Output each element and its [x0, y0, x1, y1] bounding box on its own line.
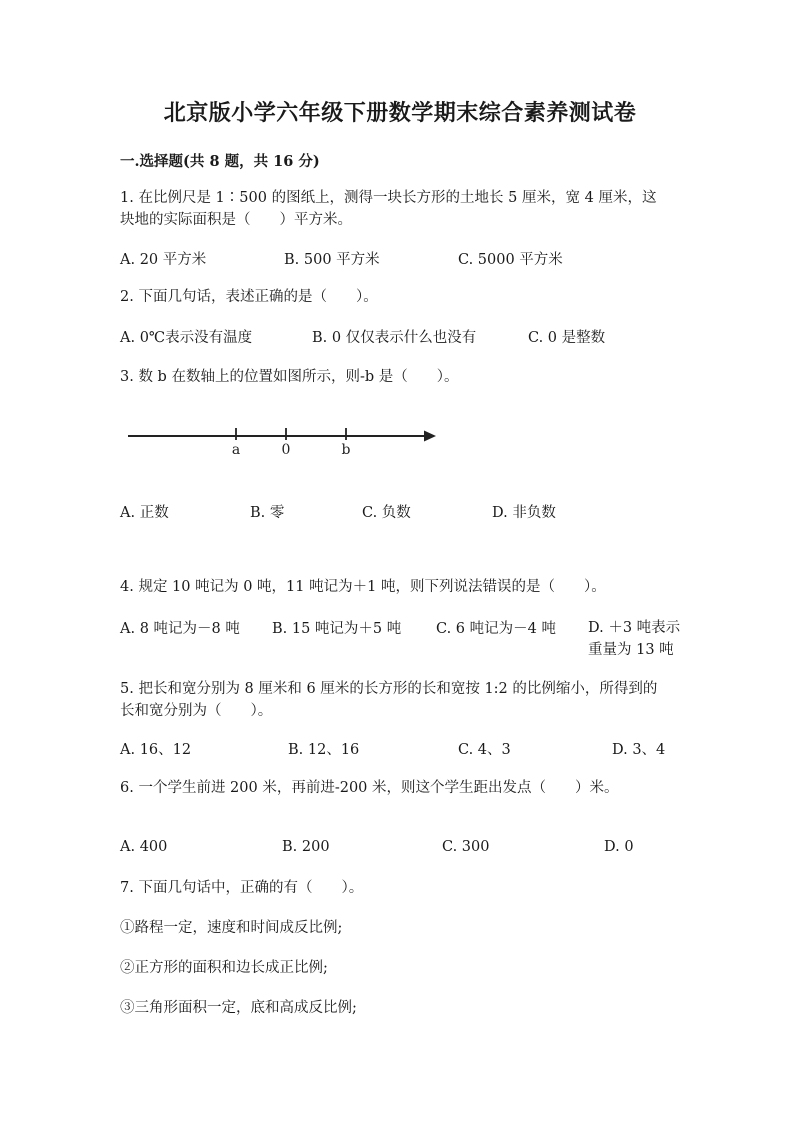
option-c[interactable]: C. 0 是整数	[528, 330, 606, 346]
option-d[interactable]: D. ＋3 吨表示重量为 13 吨	[588, 620, 681, 658]
option-c[interactable]: C. 5000 平方米	[458, 252, 563, 268]
option-d[interactable]: D. 非负数	[492, 505, 556, 521]
option-b[interactable]: B. 200	[282, 839, 330, 855]
label-b: b	[341, 442, 351, 458]
option-b[interactable]: B. 12、16	[288, 742, 360, 758]
page-title: 北京版小学六年级下册数学期末综合素养测试卷	[163, 100, 637, 126]
option-b[interactable]: B. 15 吨记为＋5 吨	[272, 621, 402, 637]
question-3-options	[120, 501, 680, 523]
option-a[interactable]: A. 0℃表示没有温度	[120, 330, 253, 346]
question-2-options	[120, 326, 680, 348]
option-a[interactable]: A. 400	[120, 839, 168, 855]
question-3-stem: 3. 数 b 在数轴上的位置如图所示，则-b 是（ ）。	[120, 369, 459, 385]
option-c[interactable]: C. 4、3	[458, 742, 511, 758]
label-a: a	[231, 442, 241, 458]
option-b[interactable]: B. 0 仅仅表示什么也没有	[312, 330, 477, 346]
option-a[interactable]: A. 8 吨记为－8 吨	[120, 621, 240, 637]
question-5-options	[120, 738, 680, 760]
option-b[interactable]: B. 500 平方米	[284, 252, 380, 268]
number-line-arrow	[424, 431, 436, 442]
question-1-options	[120, 248, 680, 270]
number-line-figure	[120, 418, 450, 466]
option-c[interactable]: C. 负数	[362, 505, 411, 521]
statement-1: ①路程一定，速度和时间成反比例;	[120, 920, 343, 936]
question-6-stem: 6. 一个学生前进 200 米，再前进-200 米，则这个学生距出发点（ ）米。	[120, 780, 619, 796]
question-6-options	[120, 839, 680, 861]
option-a[interactable]: A. 16、12	[120, 742, 192, 758]
question-7-stem: 7. 下面几句话中，正确的有（ ）。	[120, 880, 364, 896]
label-zero: 0	[281, 442, 291, 458]
option-a[interactable]: A. 正数	[120, 505, 169, 521]
option-c[interactable]: C. 300	[442, 839, 490, 855]
option-c[interactable]: C. 6 吨记为－4 吨	[436, 621, 556, 637]
statement-2: ②正方形的面积和边长成正比例;	[120, 960, 328, 976]
option-d[interactable]: D. 3、4	[612, 742, 666, 758]
question-1-stem: 1. 在比例尺是 1∶500 的图纸上，测得一块长方形的土地长 5 厘米，宽 4 厘米，这块地的实际面积是（ ）平方米。	[120, 190, 657, 228]
question-4-stem: 4. 规定 10 吨记为 0 吨，11 吨记为＋1 吨，则下列说法错误的是（ ）。	[120, 579, 606, 595]
question-2-stem: 2. 下面几句话，表述正确的是（ ）。	[120, 289, 378, 305]
statement-3: ③三角形面积一定，底和高成反比例;	[120, 1000, 357, 1016]
section-heading: 一.选择题(共 8 题，共 16 分)	[120, 153, 320, 170]
option-d[interactable]: D. 0	[604, 839, 634, 855]
option-a[interactable]: A. 20 平方米	[120, 252, 207, 268]
question-5-stem: 5. 把长和宽分别为 8 厘米和 6 厘米的长方形的长和宽按 1:2 的比例缩小，所得到的长和宽分别为（ ）。	[120, 681, 658, 719]
option-b[interactable]: B. 零	[250, 505, 285, 521]
